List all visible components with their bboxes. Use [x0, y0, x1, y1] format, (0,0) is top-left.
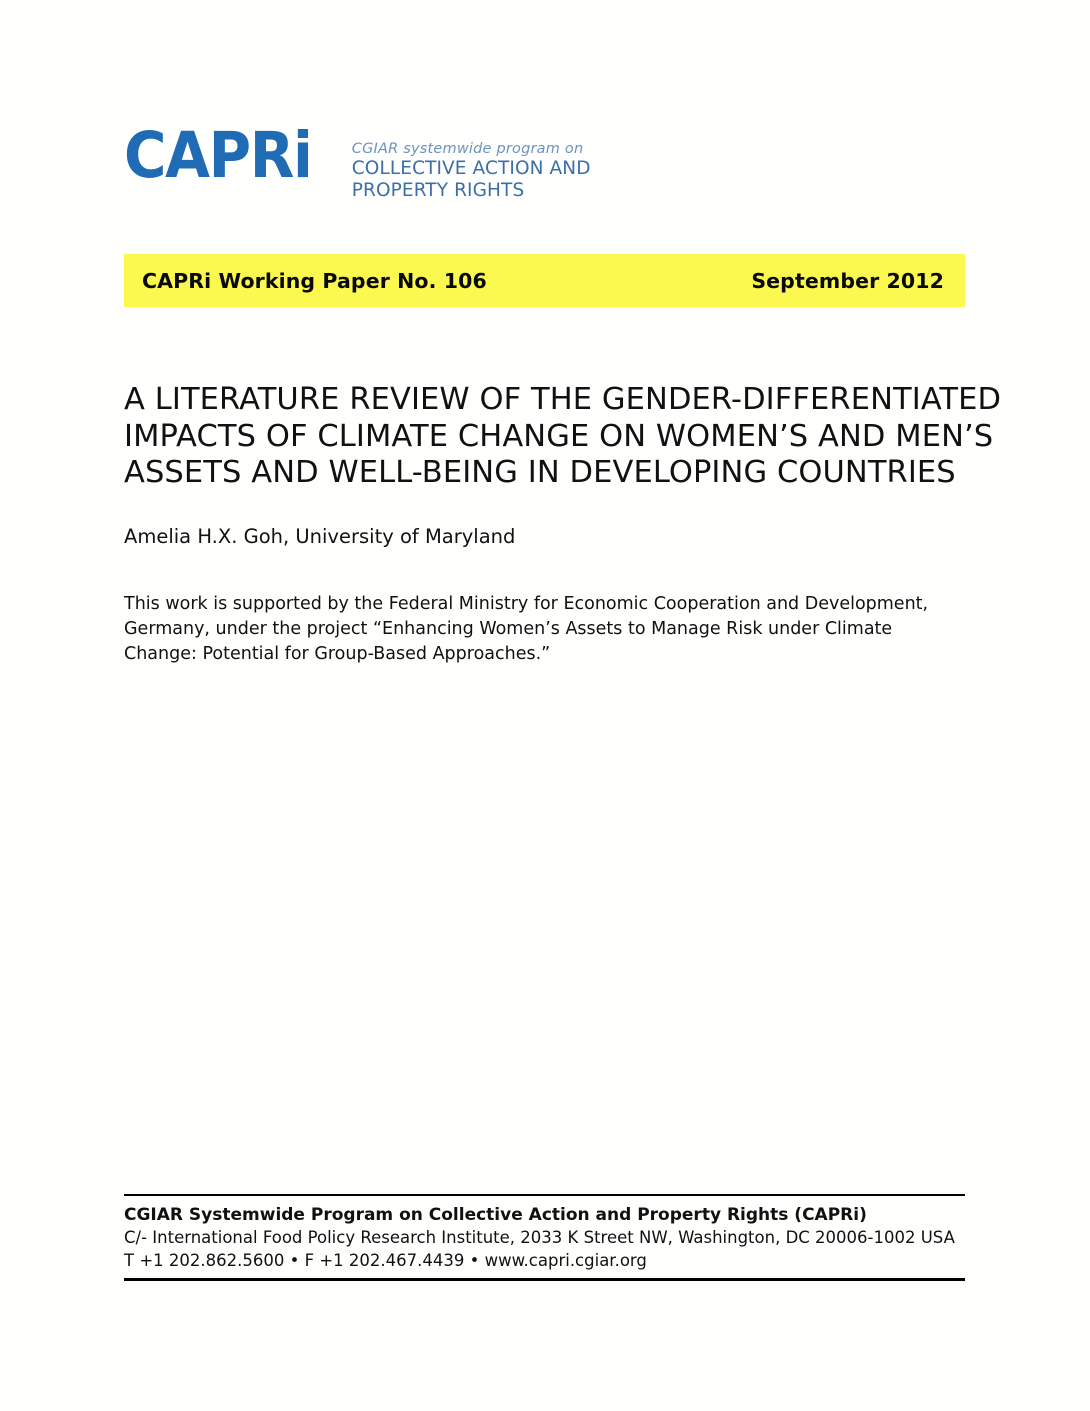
title-line-2: IMPACTS OF CLIMATE CHANGE ON WOMEN’S AND MEN’S [124, 418, 994, 454]
tagline-property-rights: PROPERTY RIGHTS [351, 179, 525, 201]
footer-organization: CGIAR Systemwide Program on Collective Action and Property Rights (CAPRi) [124, 1205, 867, 1225]
acknowledgement-line-1: This work is supported by the Federal Ministry for Economic Cooperation and Development, [124, 594, 929, 614]
footer-rule-bottom [124, 1277, 965, 1281]
footer-rule-bottom-second [124, 1279, 965, 1281]
capri-tagline [352, 126, 591, 202]
acknowledgement-line-3: Change: Potential for Group-Based Approaches.” [124, 644, 551, 664]
footer-contact: T +1 202.862.5600 • F +1 202.467.4439 • www.capri.cgiar.org [124, 1250, 647, 1270]
tagline-program-line: CGIAR systemwide program on [351, 141, 584, 157]
working-paper-number: CAPRi Working Paper No. 106 [142, 268, 487, 293]
tagline-collective-action: COLLECTIVE ACTION AND [351, 158, 591, 180]
funding-acknowledgement [124, 592, 969, 667]
footer-content [124, 1196, 965, 1272]
capri-wordmark: CAPRi [124, 119, 312, 192]
paper-number-banner [124, 254, 965, 307]
title-line-3: ASSETS AND WELL-BEING IN DEVELOPING COUNTRIES [124, 455, 956, 490]
capri-logo [124, 119, 591, 202]
author-byline: Amelia H.X. Goh, University of Maryland [124, 525, 516, 548]
footer-address: C/- International Food Policy Research Institute, 2033 K Street NW, Washington, DC 20006-1002 USA [124, 1228, 955, 1247]
title-line-1: A LITERATURE REVIEW OF THE GENDER-DIFFERENTIATED [124, 382, 1002, 417]
acknowledgement-line-2: Germany, under the project “Enhancing Women’s Assets to Manage Risk under Climate [124, 619, 893, 639]
page-title [124, 382, 1002, 492]
publication-date: September 2012 [751, 268, 944, 293]
page-footer [124, 1194, 965, 1281]
